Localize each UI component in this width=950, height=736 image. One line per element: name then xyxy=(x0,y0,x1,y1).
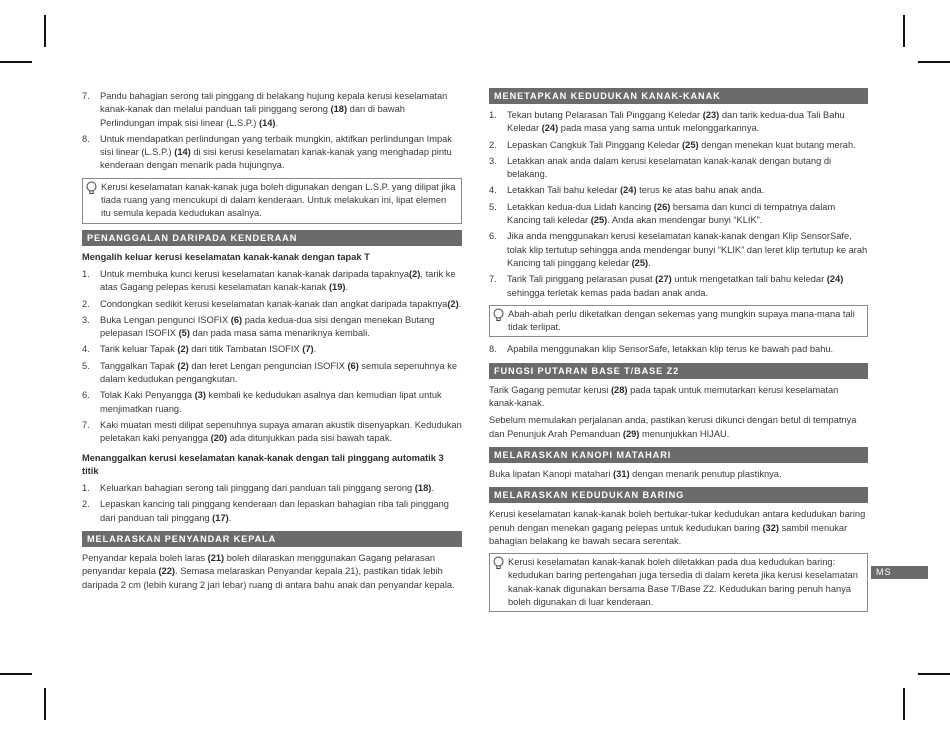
step-list xyxy=(82,90,462,173)
item-text: Buka Lengan pengunci ISOFIX (6) pada kedua-dua sisi dengan menekan Butang pelepasan ISOFIX (5) dan pada masa sama menariknya kembali. xyxy=(100,314,435,339)
list-item xyxy=(82,133,462,173)
list-item xyxy=(489,155,868,182)
info-note xyxy=(489,305,868,338)
item-number: 8. xyxy=(82,133,90,144)
item-number: 2. xyxy=(82,499,90,510)
step-list xyxy=(489,109,868,300)
crop-mark xyxy=(918,673,950,675)
subheading: Mengalih keluar kerusi keselamatan kanak-kanak dengan tapak T xyxy=(82,251,370,262)
item-number: 3. xyxy=(489,155,497,166)
item-text: Keluarkan bahagian serong tali pinggang dari panduan tali pinggang serong (18). xyxy=(100,483,434,494)
crop-mark xyxy=(44,688,46,720)
item-text: Kaki muatan mesti dilipat sepenuhnya supaya amaran akustik disenyapkan. Kedudukan peletakan kaki penyangga (20) ada ditunjukkan pada sisi bawah tapak. xyxy=(100,419,462,444)
list-item xyxy=(489,230,868,270)
language-tab: MS xyxy=(871,566,928,579)
item-number: 4. xyxy=(489,185,497,196)
step-list xyxy=(489,343,868,356)
item-text: Tolak Kaki Penyangga (3) kembali ke kedudukan asalnya dan kemudian lipat untuk menjimatkan ruang. xyxy=(100,390,442,414)
subheading: Menanggalkan kerusi keselamatan kanak-kanak dengan tali pinggang automatik 3 titik xyxy=(82,452,444,476)
list-item xyxy=(489,343,868,356)
paragraph: Kerusi keselamatan kanak-kanak boleh bertukar-tukar kedudukan antara kedudukan baring penuh dengan menekan gagang pelepas untuk kedudukan baring (32) sambil menukar bahagian belakang ke bawah secara serentak. xyxy=(489,509,866,546)
list-item xyxy=(82,343,462,356)
item-number: 1. xyxy=(82,268,90,279)
list-item xyxy=(489,273,868,300)
item-text: Condongkan sedikit kerusi keselamatan kanak-kanak dan angkat daripada tapaknya(2). xyxy=(100,298,462,309)
list-item xyxy=(489,139,868,152)
item-text: Lepaskan Cangkuk Tali Pinggang Keledar (25) dengan menekan kuat butang merah. xyxy=(507,139,856,150)
item-number: 5. xyxy=(82,360,90,371)
lightbulb-icon xyxy=(492,308,505,322)
section-heading: MELARASKAN KEDUDUKAN BARING xyxy=(489,487,868,503)
item-text: Letakkan Tali bahu keledar (24) terus ke atas bahu anak anda. xyxy=(507,185,765,196)
crop-mark xyxy=(903,688,905,720)
list-item xyxy=(489,201,868,228)
item-text: Lepaskan kancing tali pinggang kenderaan dan lepaskan bahagian riba tali pinggang dari panduan tali pinggang (17). xyxy=(100,499,449,523)
crop-mark xyxy=(44,15,46,47)
paragraph: Penyandar kepala boleh laras (21) boleh dilaraskan menggunakan Gagang pelarasan penyandar kepala (22). Semasa melaraskan Penyandar kepala 21), pastikan tidak lebih daripada 2 cm (lebih kurang 2 jari lebar) ruang di antara bahu anak dan penyandar kepala. xyxy=(82,553,455,590)
crop-mark xyxy=(0,61,32,63)
item-number: 3. xyxy=(82,314,90,325)
note-text: Kerusi keselamatan kanak-kanak boleh diletakkan pada dua kedudukan baring: kedudukan baring pertengahan juga tersedia di dalam kereta jika kerusi keselamatan kanak-kanak digunakan bersama Base T/Base Z2. Kedudukan baring penuh hanya boleh digunakan di luar kenderaan. xyxy=(508,557,858,608)
item-number: 7. xyxy=(82,419,90,430)
crop-mark xyxy=(903,15,905,47)
item-number: 2. xyxy=(489,139,497,150)
list-item xyxy=(82,482,462,495)
list-item xyxy=(489,184,868,197)
paragraph: Sebelum memulakan perjalanan anda, pastikan kerusi dikunci dengan betul di tempatnya dan Penunjuk Arah Pemanduan (29) menunjukkan HIJAU. xyxy=(489,415,857,439)
item-number: 7. xyxy=(489,274,497,285)
section-heading: PENANGGALAN DARIPADA KENDERAAN xyxy=(82,230,462,246)
item-text: Jika anda menggunakan kerusi keselamatan kanak-kanak dengan Klip SensorSafe, tolak klip tertutup sehingga anda mendengar bunyi “KLIK” dan leret klip tertutup ke arah Kancing tali pinggang keledar (25). xyxy=(507,231,868,268)
note-text: Kerusi keselamatan kanak-kanak juga boleh digunakan dengan L.S.P. yang dilipat jika tiada ruang yang mencukupi di dalam kenderaan. Untuk melakukan ini, lipat elemen itu semula kepada kedudukan asalnya. xyxy=(101,181,456,219)
item-text: Untuk membuka kunci kerusi keselamatan kanak-kanak daripada tapaknya(2), tarik ke atas Gagang pelepas kerusi keselamatan kanak-kanak (19). xyxy=(100,268,456,293)
list-item xyxy=(82,360,462,387)
item-text: Letakkan anak anda dalam kerusi keselamatan kanak-kanak dengan butang di belakang. xyxy=(507,155,832,180)
list-item xyxy=(82,389,462,416)
paragraph: Tarik Gagang pemutar kerusi (28) pada tapak untuk memutarkan kerusi keselamatan kanak-kanak. xyxy=(489,384,839,409)
step-list xyxy=(82,268,462,446)
section-heading: FUNGSI PUTARAN BASE T/BASE Z2 xyxy=(489,363,868,379)
item-text: Untuk mendapatkan perlindungan yang terbaik mungkin, aktifkan perlindungan Impak sisi linear (L.S.P.) (14) di sisi kerusi keselamatan kanak-kanak yang menghadap pintu kenderaan dengan menarik pada hujungnya. xyxy=(100,133,452,171)
item-number: 6. xyxy=(82,390,90,401)
list-item xyxy=(82,298,462,311)
item-text: Tarik Tali pinggang pelarasan pusat (27) untuk mengetatkan tali bahu keledar (24) sehingga terletak kemas pada badan anak anda. xyxy=(507,274,844,298)
list-item xyxy=(489,109,868,136)
item-text: Pandu bahagian serong tali pinggang di belakang hujung kepala kerusi keselamatan kanak-kanak dan melalui panduan tali pinggang serong (18) dan di bawah Perlindungan impak sisi linear (L.S.P.) (14). xyxy=(100,91,448,128)
crop-mark xyxy=(918,61,950,63)
step-list xyxy=(82,482,462,525)
list-item xyxy=(82,268,462,295)
item-text: Letakkan kedua-dua Lidah kancing (26) bersama dan kunci di tempatnya dalam Kancing tali keledar (25). Anda akan mendengar bunyi “KLIK”. xyxy=(507,201,836,226)
section-heading: MELARASKAN PENYANDAR KEPALA xyxy=(82,531,462,547)
item-number: 4. xyxy=(82,344,90,355)
item-number: 7. xyxy=(82,91,90,101)
item-number: 1. xyxy=(82,483,90,494)
list-item xyxy=(82,90,462,130)
crop-mark xyxy=(0,673,32,675)
list-item xyxy=(82,498,462,525)
list-item xyxy=(82,314,462,341)
item-number: 5. xyxy=(489,201,497,212)
item-number: 8. xyxy=(489,344,497,355)
section-heading: MENETAPKAN KEDUDUKAN KANAK-KANAK xyxy=(489,88,868,104)
paragraph: Buka lipatan Kanopi matahari (31) dengan menarik penutup plastiknya. xyxy=(489,468,782,479)
item-number: 1. xyxy=(489,110,497,120)
item-text: Tarik keluar Tapak (2) dari titik Tambatan ISOFIX (7). xyxy=(100,344,317,355)
item-text: Tekan butang Pelarasan Tali Pinggang Keledar (23) dan tarik kedua-dua Tali Bahu Keledar (24) pada masa yang sama untuk melonggarkannya. xyxy=(507,110,845,134)
item-number: 2. xyxy=(82,298,90,309)
left-column xyxy=(82,90,462,596)
right-column xyxy=(489,82,868,618)
list-item xyxy=(82,419,462,446)
info-note xyxy=(489,553,868,612)
item-text: Apabila menggunakan klip SensorSafe, letakkan klip terus ke bawah pad bahu. xyxy=(507,344,834,355)
lightbulb-icon xyxy=(492,556,505,570)
lightbulb-icon xyxy=(85,181,98,195)
item-number: 6. xyxy=(489,231,497,242)
item-text: Tanggalkan Tapak (2) dan leret Lengan penguncian ISOFIX (6) semula sepenuhnya ke dalam kedudukan pengangkutan. xyxy=(100,360,458,385)
note-text: Abah-abah perlu diketatkan dengan sekemas yang mungkin supaya mana-mana tali tidak terlipat. xyxy=(508,308,855,333)
section-heading: MELARASKAN KANOPI MATAHARI xyxy=(489,447,868,463)
info-note xyxy=(82,178,462,224)
